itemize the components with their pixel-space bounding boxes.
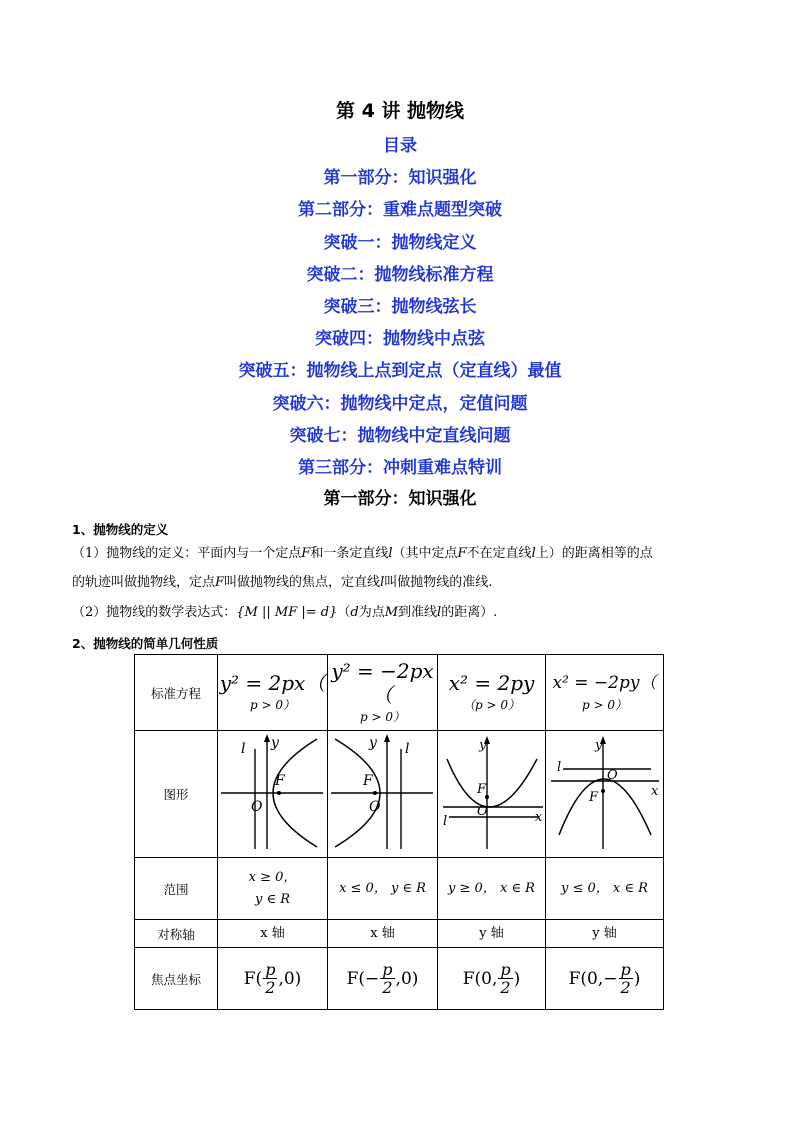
symbol-l: l bbox=[380, 575, 385, 590]
condition: （p > 0） bbox=[463, 697, 521, 712]
table-row bbox=[135, 948, 664, 1010]
condition: p > 0） bbox=[250, 697, 296, 712]
parabola-curve bbox=[559, 779, 651, 835]
equation-cell bbox=[546, 655, 664, 731]
axis-cell: x 轴 bbox=[218, 920, 328, 948]
label-x: x bbox=[534, 810, 542, 825]
page-title: 第 4 讲 抛物线 bbox=[335, 100, 465, 122]
axis-cell: y 轴 bbox=[438, 920, 546, 948]
range-cell bbox=[218, 858, 328, 920]
focus-point bbox=[373, 791, 377, 795]
table-of-contents bbox=[0, 130, 800, 484]
condition: p > 0） bbox=[581, 697, 627, 712]
graph-cell bbox=[546, 731, 664, 858]
row-label: 标准方程 bbox=[135, 655, 218, 731]
equation-cell bbox=[218, 655, 328, 731]
text: F( bbox=[243, 968, 263, 989]
text: 叫做抛物线的准线. bbox=[384, 575, 493, 590]
symbol-M: M bbox=[384, 605, 399, 620]
section-heading-properties: 2、抛物线的简单几何性质 bbox=[72, 636, 219, 651]
row-label: 范围 bbox=[135, 858, 218, 920]
section-heading-definition: 1、抛物线的定义 bbox=[72, 522, 169, 537]
focus-expression bbox=[347, 961, 419, 996]
focus-point bbox=[277, 791, 281, 795]
text: ) bbox=[633, 968, 641, 989]
focus-point bbox=[601, 789, 605, 793]
table-row bbox=[135, 655, 664, 731]
arrow-icon bbox=[384, 734, 390, 742]
symbol-l: l bbox=[388, 546, 393, 561]
expression-paragraph bbox=[72, 604, 732, 622]
range-cell: y ≥ 0， x ∈ R bbox=[438, 858, 546, 920]
part-one-heading: 第一部分：知识强化 bbox=[323, 489, 477, 509]
label-y: y bbox=[270, 735, 279, 751]
table-row bbox=[135, 858, 664, 920]
graph-cell bbox=[328, 731, 438, 858]
parabola-up-graph bbox=[439, 731, 545, 853]
symbol-F: F bbox=[301, 546, 311, 561]
fraction bbox=[263, 961, 277, 996]
text: （1）抛物线的定义：平面内与一个定点 bbox=[72, 546, 302, 561]
arrow-icon bbox=[264, 734, 270, 742]
text: （ bbox=[337, 605, 351, 620]
definition-paragraph-line1 bbox=[72, 545, 732, 563]
fraction bbox=[619, 961, 633, 996]
numerator: p bbox=[620, 960, 631, 979]
parabola-curve bbox=[447, 759, 537, 807]
parabola-left-graph bbox=[329, 731, 437, 853]
fraction bbox=[498, 961, 512, 996]
focus-cell bbox=[218, 948, 328, 1010]
label-l: l bbox=[442, 814, 447, 829]
equation: y² = 2px（ bbox=[219, 670, 326, 695]
row-label: 焦点坐标 bbox=[135, 948, 218, 1010]
focus-expression bbox=[244, 961, 302, 996]
text: （其中定点 bbox=[392, 546, 458, 561]
table-row bbox=[135, 920, 664, 948]
focus-cell bbox=[328, 948, 438, 1010]
label-y: y bbox=[478, 738, 486, 753]
symbol-F: F bbox=[457, 546, 467, 561]
definition-paragraph-line2 bbox=[72, 574, 732, 592]
text: ,0) bbox=[395, 968, 419, 989]
label-O: O bbox=[368, 799, 380, 815]
text: 为点 bbox=[358, 605, 385, 620]
axis-cell: x 轴 bbox=[328, 920, 438, 948]
text: 叫做抛物线的焦点，定直线 bbox=[224, 575, 381, 590]
text: 到准线 bbox=[398, 605, 438, 620]
parabola-down-graph bbox=[547, 731, 663, 853]
text: 的距离）. bbox=[441, 605, 498, 620]
fraction bbox=[380, 961, 394, 996]
toc-item[interactable]: 第二部分：重难点题型突破 bbox=[298, 200, 502, 221]
equation: x² = −2py（ bbox=[552, 672, 657, 693]
text: 上）的距离相等的点 bbox=[535, 546, 653, 561]
toc-item[interactable]: 突破五：抛物线上点到定点（定直线）最值 bbox=[238, 361, 562, 382]
label-O: O bbox=[250, 799, 263, 815]
text: F(− bbox=[346, 968, 380, 989]
denominator: 2 bbox=[265, 978, 276, 997]
text: ,0) bbox=[278, 968, 302, 989]
symbol-F: F bbox=[215, 575, 225, 590]
parabola-right-graph bbox=[219, 731, 327, 853]
graph-cell bbox=[438, 731, 546, 858]
label-F: F bbox=[588, 790, 598, 805]
text: F(0,− bbox=[568, 968, 618, 989]
toc-item[interactable]: 第三部分：冲刺重难点特训 bbox=[298, 457, 502, 478]
label-l: l bbox=[240, 741, 246, 757]
axis-cell: y 轴 bbox=[546, 920, 664, 948]
toc-heading[interactable]: 目录 bbox=[383, 136, 417, 156]
label-O: O bbox=[606, 768, 618, 783]
focus-cell bbox=[438, 948, 546, 1010]
label-l: l bbox=[556, 760, 561, 775]
label-F: F bbox=[476, 782, 486, 797]
numerator: p bbox=[500, 960, 511, 979]
text: F(0, bbox=[462, 968, 498, 989]
denominator: 2 bbox=[382, 978, 393, 997]
numerator: p bbox=[265, 960, 276, 979]
symbol-l: l bbox=[437, 605, 442, 620]
text: 和一条定直线 bbox=[310, 546, 389, 561]
toc-item[interactable]: 突破四：抛物线中点弦 bbox=[315, 329, 485, 350]
text: ) bbox=[513, 968, 521, 989]
denominator: 2 bbox=[620, 978, 631, 997]
toc-item[interactable]: 突破三：抛物线弦长 bbox=[323, 296, 477, 317]
toc-item[interactable]: 突破六：抛物线中定点，定值问题 bbox=[272, 393, 528, 414]
text: 的轨迹叫做抛物线，定点 bbox=[72, 575, 216, 590]
table-row bbox=[135, 731, 664, 858]
label-x: x bbox=[650, 784, 658, 799]
toc-item[interactable]: 突破七：抛物线中定直线问题 bbox=[289, 425, 511, 446]
range-text: x ≥ 0， bbox=[248, 869, 297, 885]
numerator: p bbox=[382, 960, 393, 979]
equation: x² = 2py bbox=[448, 670, 535, 695]
text: 不在定直线 bbox=[466, 546, 532, 561]
label-l: l bbox=[404, 741, 409, 757]
range-text: y ∈ R bbox=[255, 891, 291, 907]
range-cell: y ≤ 0， x ∈ R bbox=[546, 858, 664, 920]
condition: p > 0） bbox=[360, 709, 406, 724]
properties-table bbox=[134, 654, 664, 1010]
focus-expression bbox=[463, 961, 521, 996]
toc-item[interactable]: 突破一：抛物线定义 bbox=[323, 232, 477, 253]
focus-expression bbox=[569, 961, 641, 996]
focus-cell bbox=[546, 948, 664, 1010]
label-F: F bbox=[362, 773, 373, 789]
toc-item[interactable]: 突破二：抛物线标准方程 bbox=[306, 264, 494, 285]
range-cell: x ≤ 0， y ∈ R bbox=[328, 858, 438, 920]
text: （2）抛物线的数学表达式： bbox=[72, 605, 237, 620]
label-O: O bbox=[476, 804, 488, 819]
equation-cell bbox=[328, 655, 438, 731]
denominator: 2 bbox=[500, 978, 511, 997]
equation: y² = −2px（ bbox=[331, 658, 434, 707]
graph-cell bbox=[218, 731, 328, 858]
label-F: F bbox=[274, 773, 285, 789]
row-label: 图形 bbox=[135, 731, 218, 858]
row-label: 对称轴 bbox=[135, 920, 218, 948]
label-y: y bbox=[368, 735, 377, 751]
symbol-d: d bbox=[350, 605, 359, 620]
set-expression: {M || MF |= d} bbox=[236, 605, 338, 620]
symbol-l: l bbox=[531, 546, 536, 561]
equation-cell bbox=[438, 655, 546, 731]
label-y: y bbox=[594, 738, 602, 753]
toc-item[interactable]: 第一部分：知识强化 bbox=[323, 168, 477, 189]
